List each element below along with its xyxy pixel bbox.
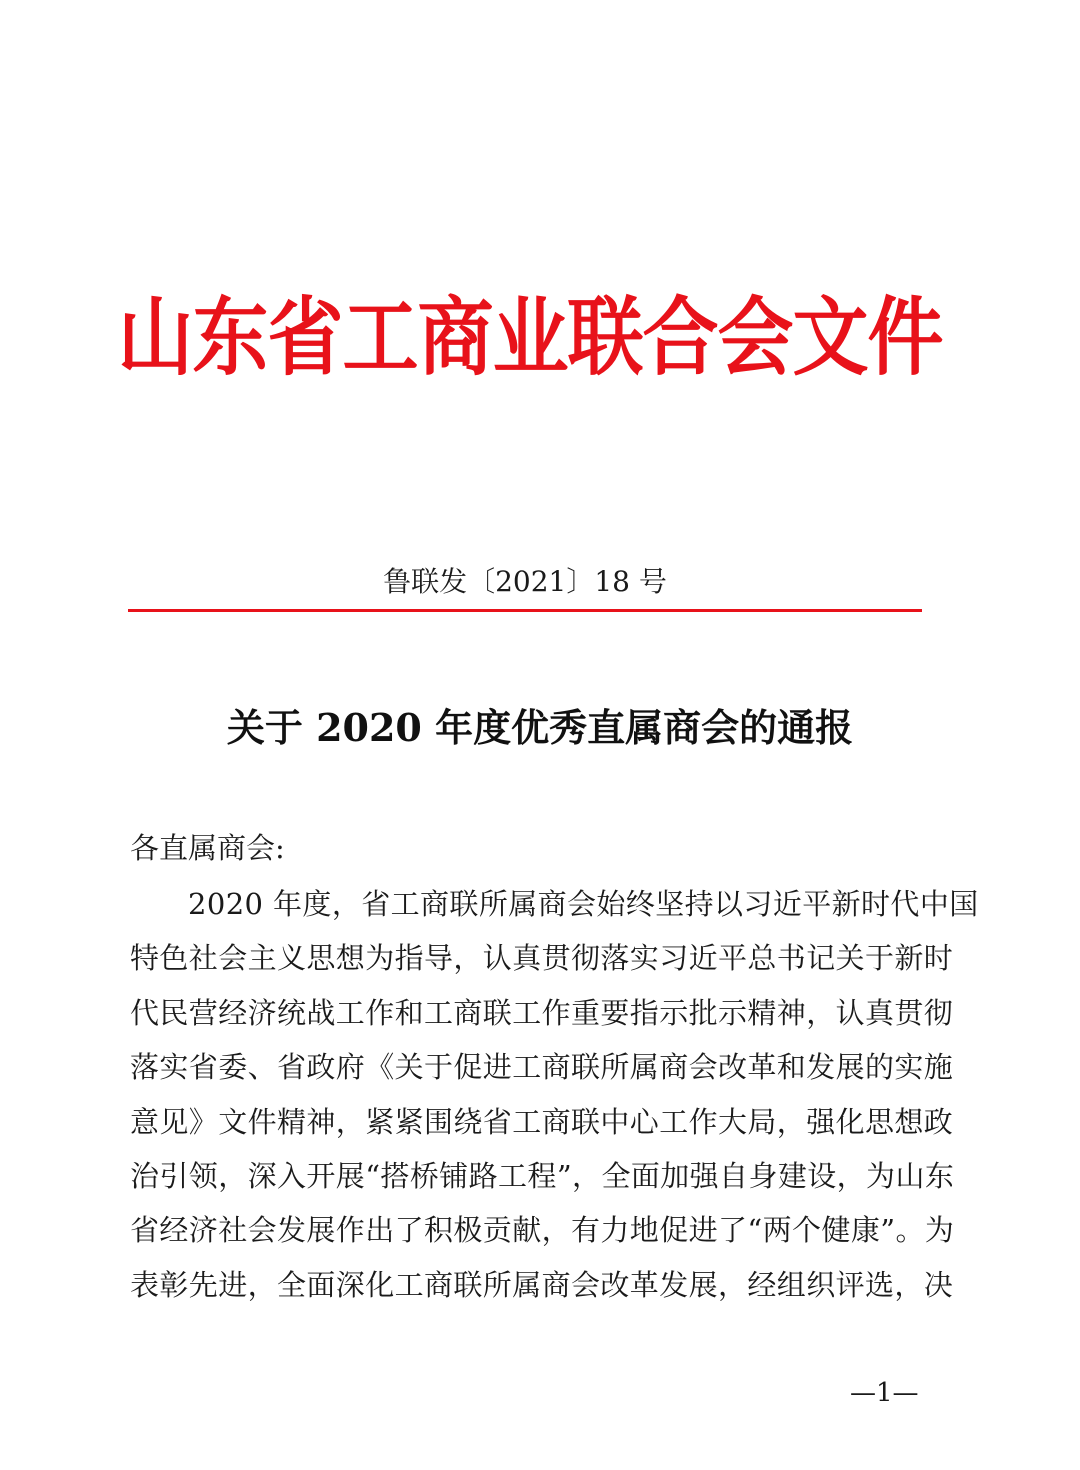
body-line: 代民营经济统战工作和工商联工作重要指示批示精神，认真贯彻: [130, 995, 954, 1030]
body-line: 省经济社会发展作出了积极贡献，有力地促进了“两个健康”。为: [130, 1213, 955, 1248]
body-line: 意见》文件精神，紧紧围绕省工商联中心工作大局，强化思想政: [130, 1104, 954, 1139]
body-line: 表彰先进，全面深化工商联所属商会改革发展，经组织评选，决: [130, 1267, 954, 1302]
page-number: —1—: [850, 1378, 919, 1408]
document-number: 鲁联发〔2021〕18 号: [383, 565, 667, 598]
body-line: 2020 年度，省工商联所属商会始终坚持以习近平新时代中国: [188, 887, 979, 921]
masthead-title: 山东省工商业联合会文件: [117, 287, 943, 388]
salutation: 各直属商会:: [130, 831, 285, 865]
red-divider-line: [128, 609, 922, 612]
body-line: 特色社会主义思想为指导，认真贯彻落实习近平总书记关于新时: [130, 941, 954, 976]
body-line: 落实省委、省政府《关于促进工商联所属商会改革和发展的实施: [130, 1050, 954, 1085]
body-line: 治引领，深入开展“搭桥铺路工程”，全面加强自身建设，为山东: [130, 1158, 955, 1193]
document-title: 关于 2020 年度优秀直属商会的通报: [226, 705, 854, 750]
body-paragraph: [130, 880, 979, 1315]
